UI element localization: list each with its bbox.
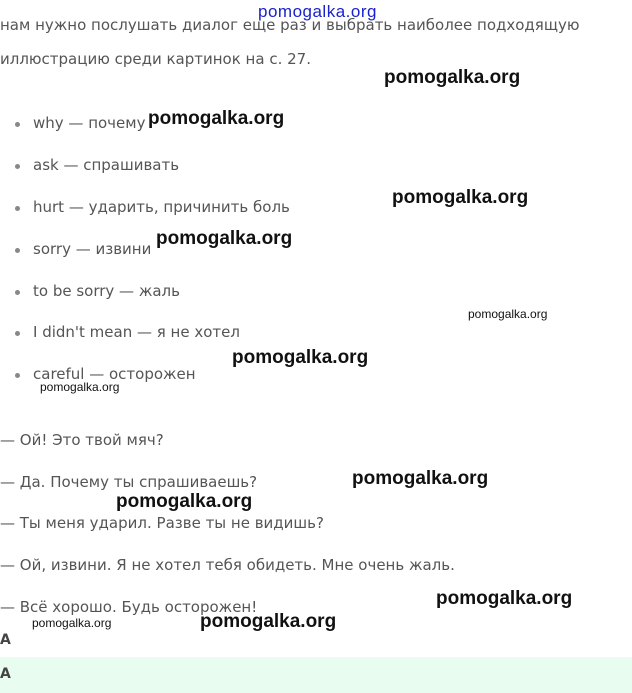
intro-line-1: нам нужно послушать диалог еще раз и выбрать наиболее подходящую: [0, 16, 580, 34]
watermark: pomogalka.org: [200, 611, 337, 632]
bullet-icon: [15, 206, 20, 211]
watermark: pomogalka.org: [40, 380, 120, 394]
watermark: pomogalka.org: [32, 616, 112, 630]
watermark-top: pomogalka.org: [258, 2, 377, 21]
dialogue-line: — Ой, извини. Я не хотел тебя обидеть. Мне очень жаль.: [0, 556, 455, 574]
watermark: pomogalka.org: [352, 468, 489, 489]
bullet-icon: [15, 331, 20, 336]
watermark: pomogalka.org: [148, 108, 285, 129]
watermark: pomogalka.org: [436, 588, 573, 609]
answer-highlight-bar: [0, 657, 632, 693]
vocabulary-term: careful — осторожен: [33, 365, 196, 383]
bullet-icon: [15, 290, 20, 295]
watermark: pomogalka.org: [384, 67, 521, 88]
watermark: pomogalka.org: [156, 228, 293, 249]
vocabulary-term: ask — спрашивать: [33, 156, 180, 174]
watermark: pomogalka.org: [232, 347, 369, 368]
bullet-icon: [15, 248, 20, 253]
bullet-icon: [15, 373, 20, 378]
vocabulary-term: why — почему: [33, 114, 146, 132]
intro-line-2: иллюстрацию среди картинок на с. 27.: [0, 50, 311, 68]
answer-label-highlighted: A: [0, 666, 11, 682]
dialogue-line: — Да. Почему ты спрашиваешь?: [0, 473, 258, 491]
bullet-icon: [15, 164, 20, 169]
vocabulary-term: to be sorry — жаль: [33, 282, 180, 300]
dialogue-line: — Ты меня ударил. Разве ты не видишь?: [0, 514, 324, 532]
answer-label: A: [0, 632, 11, 648]
dialogue-line: — Всё хорошо. Будь осторожен!: [0, 598, 258, 616]
watermark: pomogalka.org: [468, 307, 548, 321]
vocabulary-term: hurt — ударить, причинить боль: [33, 198, 290, 216]
vocabulary-term: I didn't mean — я не хотел: [33, 323, 240, 341]
watermark: pomogalka.org: [116, 491, 253, 512]
vocabulary-term: sorry — извини: [33, 240, 152, 258]
dialogue-line: — Ой! Это твой мяч?: [0, 431, 164, 449]
watermark: pomogalka.org: [392, 187, 529, 208]
bullet-icon: [15, 122, 20, 127]
